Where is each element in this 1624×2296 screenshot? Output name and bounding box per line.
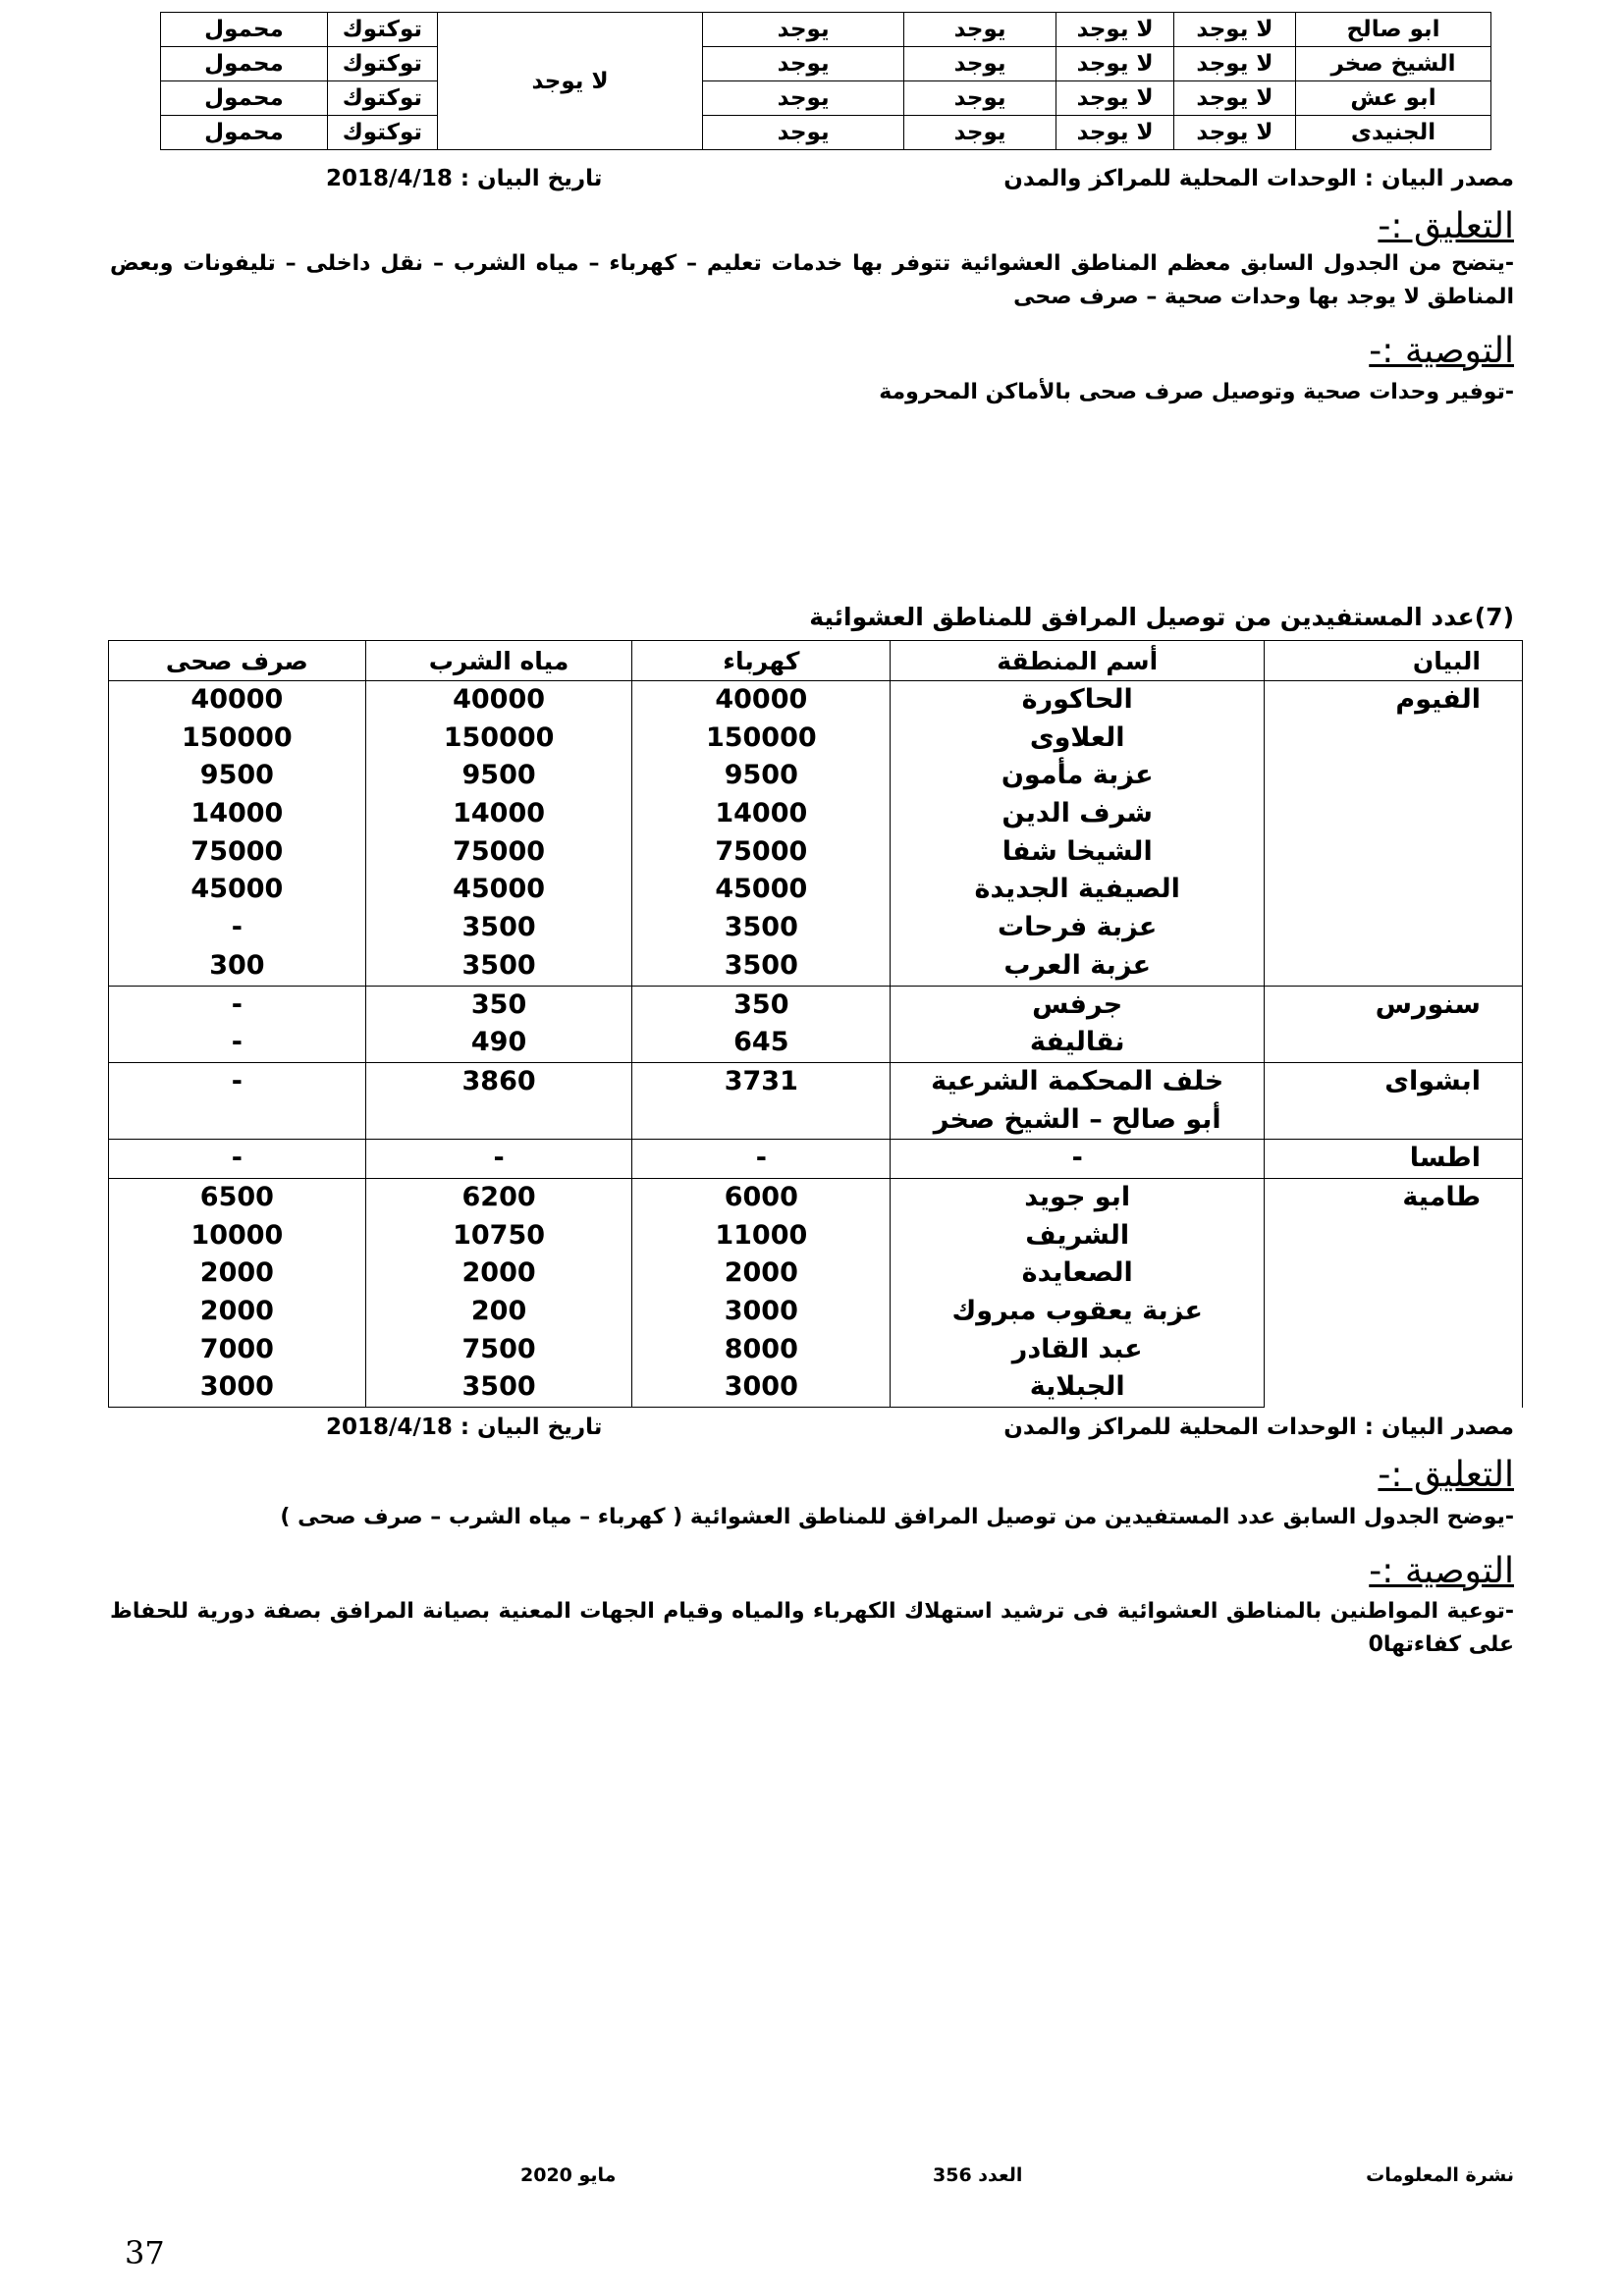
footer-issue: العدد 356 [933,2164,1023,2186]
area-cell: - [891,1140,1265,1179]
sewage-cell: - [109,1140,366,1179]
water-cell: 40000 [365,681,632,720]
elec-cell: - [632,1140,891,1179]
beneficiaries-table [108,640,1523,1408]
footer-publication: نشرة المعلومات [1366,2164,1514,2186]
water-cell: 6200 [365,1178,632,1216]
table-row [109,681,1523,720]
recommendation-text: -توفير وحدات صحية وتوصيل صرف صحى بالأماكن المحرومة [879,380,1514,404]
water-cell: 2000 [365,1255,632,1293]
sewage-cell: 10000 [109,1217,366,1255]
governorate-cell: الفيوم [1265,681,1523,987]
cell: لا يوجد [1056,81,1174,116]
sewage-cell: - [109,1024,366,1062]
water-cell: 14000 [365,795,632,833]
table-row [109,1178,1523,1216]
cell: محمول [161,47,328,81]
cell: لا يوجد [1056,13,1174,47]
sewage-cell: - [109,909,366,947]
header-area: أسم المنطقة [891,641,1265,681]
cell: يوجد [703,47,904,81]
data-date: تاريخ البيان : 2018/4/18 [326,1415,603,1440]
table-row [161,13,1491,47]
area-cell: الجبلاية [891,1368,1265,1407]
sewage-cell: 2000 [109,1255,366,1293]
table-row [161,47,1491,81]
recommendation-heading: التوصية :- [1369,331,1514,371]
header-gov: البيان [1265,641,1523,681]
source-line-2 [110,1415,1514,1446]
page-number: 37 [125,2234,165,2271]
sewage-cell: - [109,1062,366,1100]
table-title: (7)عدد المستفيدين من توصيل المرافق للمناطق العشوائية [809,603,1514,631]
table-row [161,116,1491,150]
elec-cell: 8000 [632,1331,891,1369]
sewage-cell: 45000 [109,871,366,909]
water-cell: 200 [365,1293,632,1331]
water-cell: 350 [365,986,632,1024]
elec-cell: 3731 [632,1062,891,1100]
cell: محمول [161,116,328,150]
cell: توكتوك [327,116,437,150]
area-cell: شرف الدين [891,795,1265,833]
water-cell: 490 [365,1024,632,1062]
comment-heading: التعليق :- [1378,1455,1514,1495]
water-cell: 45000 [365,871,632,909]
cell: يوجد [703,116,904,150]
sewage-cell [109,1101,366,1140]
sewage-cell: 7000 [109,1331,366,1369]
area-cell: خلف المحكمة الشرعية [891,1062,1265,1100]
governorate-cell: سنورس [1265,986,1523,1062]
cell: توكتوك [327,13,437,47]
recommendation-text: -توعية المواطنين بالمناطق العشوائية فى ترشيد استهلاك الكهرباء والمياه وقيام الجهات المعنية بصيانة المرافق بصفة دورية للحفاظ على كفاءتها0 [110,1599,1514,1657]
services-table [160,12,1491,150]
area-cell: ابو عش [1296,81,1491,116]
sewage-cell: 150000 [109,720,366,758]
comment-heading: التعليق :- [1378,206,1514,246]
area-cell: عبد القادر [891,1331,1265,1369]
elec-cell: 150000 [632,720,891,758]
water-cell: 3860 [365,1062,632,1100]
area-cell: الشيخ صخر [1296,47,1491,81]
area-cell: جرفس [891,986,1265,1024]
elec-cell: 3500 [632,909,891,947]
area-cell: ابو صالح [1296,13,1491,47]
cell: لا يوجد [1056,116,1174,150]
comment-text: -يوضح الجدول السابق عدد المستفيدين من توصيل المرافق للمناطق العشوائية ( كهرباء – مياه الشرب – صرف صحى ) [280,1505,1514,1529]
area-cell: ابو جويد [891,1178,1265,1216]
governorate-cell: ابشواى [1265,1062,1523,1139]
recommendation-heading: التوصية :- [1369,1551,1514,1591]
data-date: تاريخ البيان : 2018/4/18 [326,166,603,191]
table-row [109,1140,1523,1179]
cell: توكتوك [327,81,437,116]
water-cell [365,1101,632,1140]
water-cell: 9500 [365,757,632,795]
water-cell: 7500 [365,1331,632,1369]
cell: يوجد [703,81,904,116]
cell: توكتوك [327,47,437,81]
data-source: مصدر البيان : الوحدات المحلية للمراكز والمدن [1003,1415,1514,1440]
water-cell: 3500 [365,909,632,947]
area-cell: الصعايدة [891,1255,1265,1293]
sewage-cell: 14000 [109,795,366,833]
table-row [109,1062,1523,1100]
elec-cell: 40000 [632,681,891,720]
sewage-cell: - [109,986,366,1024]
water-cell: 10750 [365,1217,632,1255]
elec-cell: 645 [632,1024,891,1062]
cell: لا يوجد [1056,47,1174,81]
area-cell: عزبة يعقوب مبروك [891,1293,1265,1331]
elec-cell: 6000 [632,1178,891,1216]
footer-date: مايو 2020 [520,2164,617,2186]
shared-cell: لا يوجد [437,13,703,150]
source-line-1 [110,166,1514,197]
governorate-cell: طامية [1265,1178,1523,1407]
area-cell: الشيخا شفا [891,833,1265,872]
cell: محمول [161,13,328,47]
area-cell: عزبة مأمون [891,757,1265,795]
elec-cell: 75000 [632,833,891,872]
water-cell: 3500 [365,1368,632,1407]
sewage-cell: 40000 [109,681,366,720]
area-cell: الحاكورة [891,681,1265,720]
elec-cell: 14000 [632,795,891,833]
water-cell: 75000 [365,833,632,872]
cell: يوجد [903,13,1056,47]
elec-cell: 2000 [632,1255,891,1293]
elec-cell: 9500 [632,757,891,795]
governorate-cell: اطسا [1265,1140,1523,1179]
sewage-cell: 2000 [109,1293,366,1331]
elec-cell: 350 [632,986,891,1024]
cell: يوجد [903,47,1056,81]
sewage-cell: 75000 [109,833,366,872]
cell: لا يوجد [1173,47,1295,81]
area-cell: أبو صالح – الشيخ صخر [891,1101,1265,1140]
data-source: مصدر البيان : الوحدات المحلية للمراكز والمدن [1003,166,1514,191]
cell: لا يوجد [1173,13,1295,47]
elec-cell: 11000 [632,1217,891,1255]
cell: يوجد [703,13,904,47]
area-cell: الجنيدى [1296,116,1491,150]
area-cell: عزبة فرحات [891,909,1265,947]
header-elec: كهرباء [632,641,891,681]
elec-cell [632,1101,891,1140]
water-cell: - [365,1140,632,1179]
elec-cell: 3500 [632,947,891,986]
header-water: مياه الشرب [365,641,632,681]
area-cell: الصيفية الجديدة [891,871,1265,909]
header-sewage: صرف صحى [109,641,366,681]
water-cell: 3500 [365,947,632,986]
cell: لا يوجد [1173,81,1295,116]
sewage-cell: 300 [109,947,366,986]
area-cell: الشريف [891,1217,1265,1255]
sewage-cell: 9500 [109,757,366,795]
area-cell: عزبة العرب [891,947,1265,986]
area-cell: نقاليفة [891,1024,1265,1062]
sewage-cell: 6500 [109,1178,366,1216]
comment-text: -يتضح من الجدول السابق معظم المناطق العشوائية تتوفر بها خدمات تعليم – كهرباء – مياه الشرب – نقل داخلى – تليفونات وبعض المناطق لا يوجد بها وحدات صحية – صرف صحى [110,251,1514,309]
cell: لا يوجد [1173,116,1295,150]
table-row [161,81,1491,116]
elec-cell: 45000 [632,871,891,909]
water-cell: 150000 [365,720,632,758]
elec-cell: 3000 [632,1293,891,1331]
area-cell: العلاوى [891,720,1265,758]
cell: يوجد [903,81,1056,116]
cell: يوجد [903,116,1056,150]
table-header-row [109,641,1523,681]
table-row [109,986,1523,1024]
sewage-cell: 3000 [109,1368,366,1407]
elec-cell: 3000 [632,1368,891,1407]
cell: محمول [161,81,328,116]
